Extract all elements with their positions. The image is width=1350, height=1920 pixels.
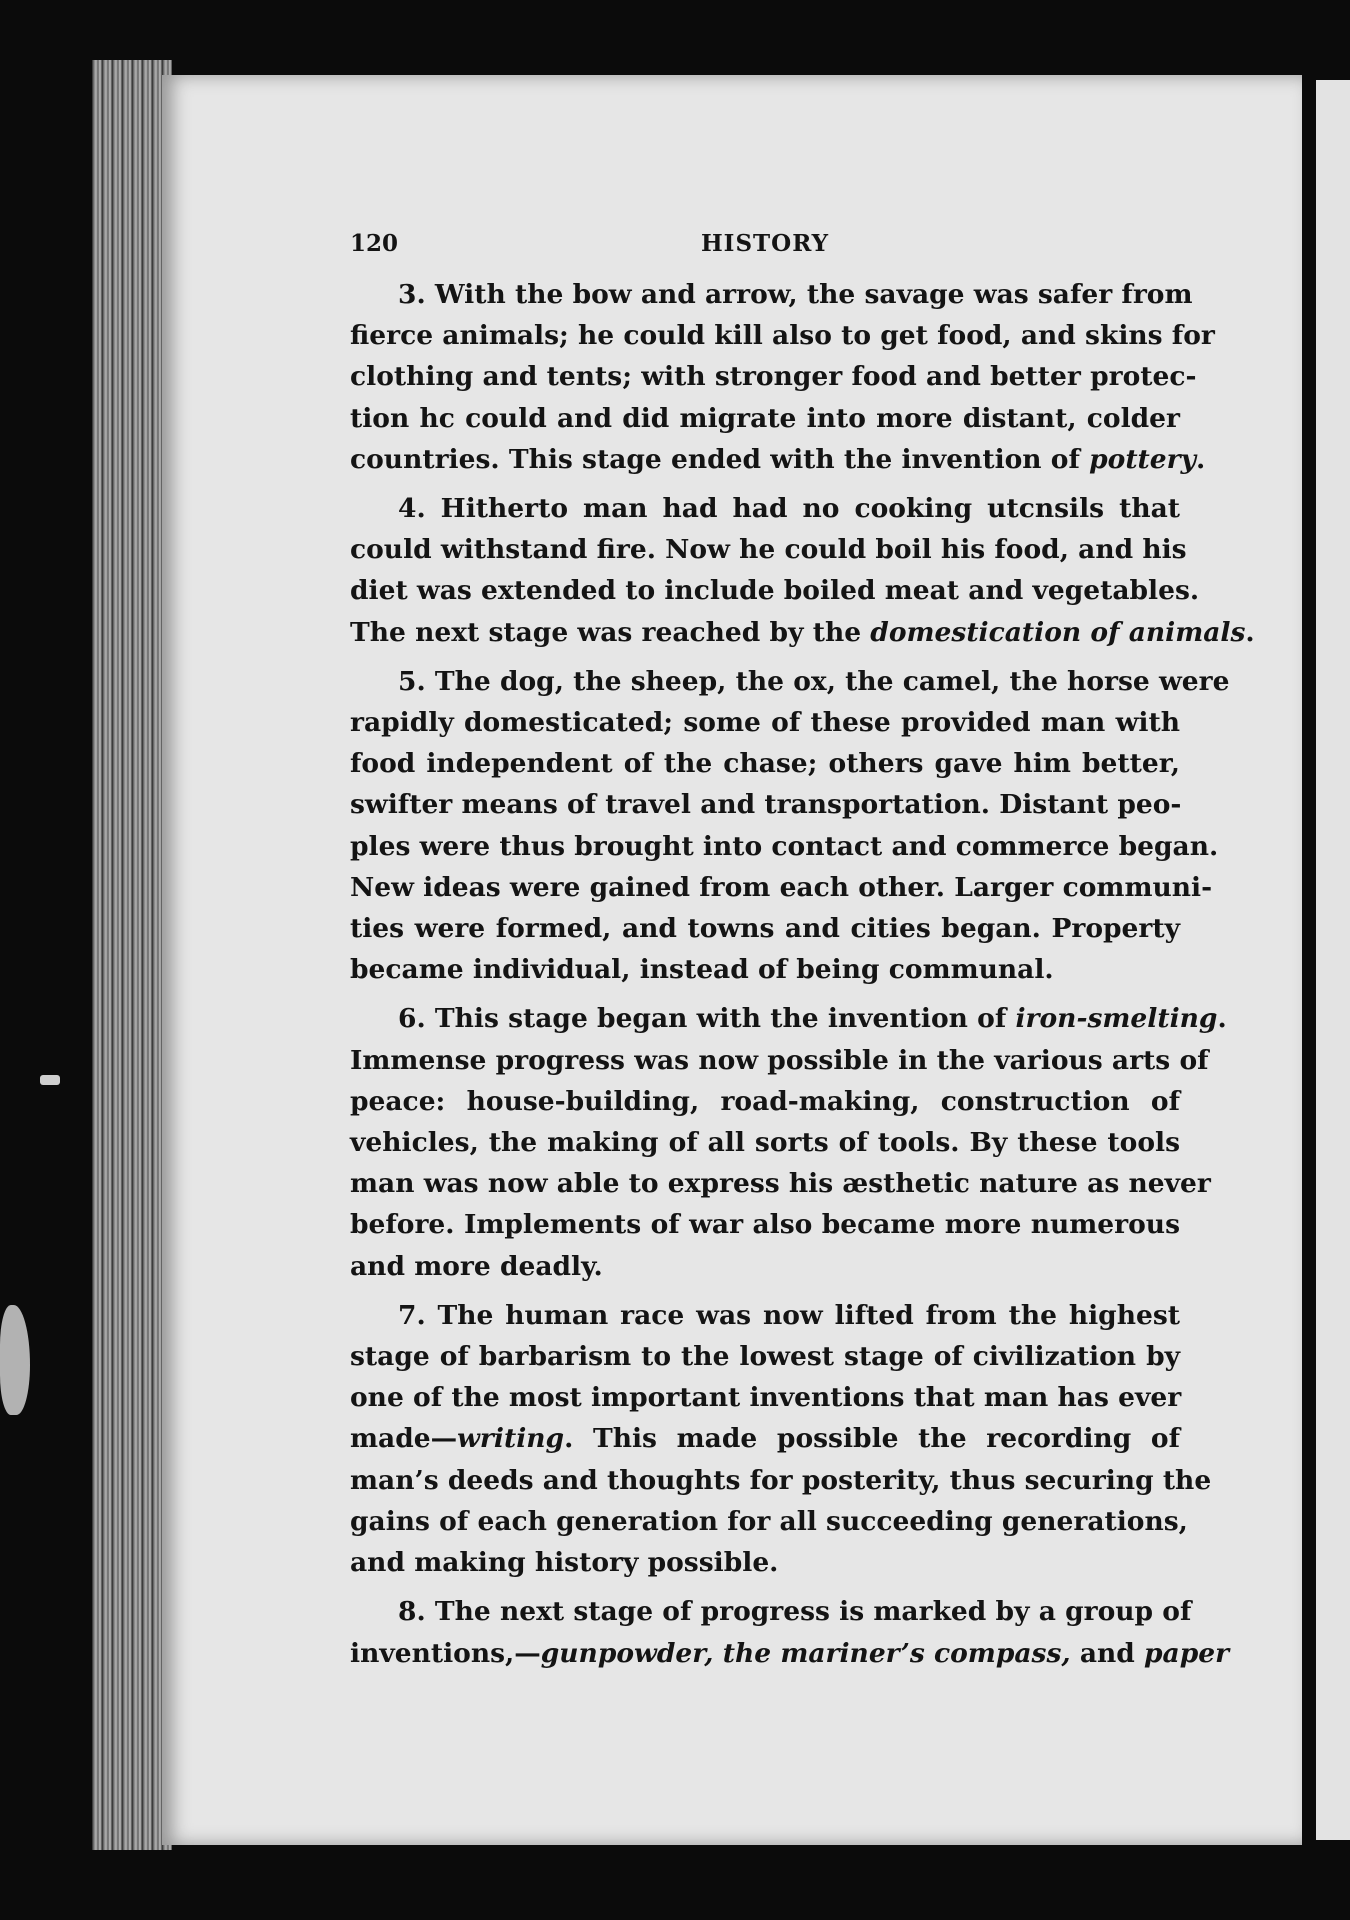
text-line: man’s deeds and thoughts for posterity, thus securing the: [350, 1464, 1212, 1496]
text-line: 8. The next stage of progress is marked by a group of: [398, 1596, 1192, 1628]
line-segment: inventions,—: [350, 1637, 541, 1669]
text-line: gains of each generation for all succeeding generations,: [350, 1505, 1188, 1537]
text-line: 5. The dog, the sheep, the ox, the camel, the horse were: [398, 665, 1230, 697]
line-segment: countries. This stage ended with the invention of: [350, 443, 1090, 475]
text-line: diet was extended to include boiled meat and vegetables.: [350, 575, 1200, 607]
book-page-edges: [92, 60, 172, 1850]
italic-term: iron-smelting: [1015, 1003, 1218, 1035]
line-segment: . This made possible the recording of: [564, 1423, 1180, 1455]
italic-term: domestication of animals: [870, 616, 1246, 648]
body-text: [350, 274, 1255, 1674]
italic-term: paper: [1144, 1637, 1230, 1669]
text-line: rapidly domesticated; some of these provided man with: [350, 707, 1180, 739]
paragraph: [350, 1591, 1230, 1673]
text-line: and making history possible.: [350, 1547, 779, 1579]
paragraph: [350, 488, 1255, 653]
page-text: [350, 222, 1255, 1682]
italic-term: writing: [457, 1423, 565, 1455]
running-head: [350, 222, 1180, 266]
text-line: stage of barbarism to the lowest stage of civilization by: [350, 1341, 1180, 1373]
text-line: vehicles, the making of all sorts of tools. By these tools: [350, 1127, 1180, 1159]
line-segment: 6. This stage began with the invention of: [398, 1003, 1016, 1035]
text-line: and more deadly.: [350, 1250, 603, 1282]
paragraph: [350, 274, 1215, 480]
line-segment: and: [1070, 1637, 1145, 1669]
paragraph: [350, 661, 1230, 991]
text-line: before. Implements of war also became more numerous: [350, 1209, 1180, 1241]
text-line: Immense progress was now possible in the various arts of: [350, 1044, 1209, 1076]
text-line: food independent of the chase; others gave him better,: [350, 748, 1180, 780]
text-line: tion hc could and did migrate into more distant, colder: [350, 402, 1180, 434]
text-line: peace: house-building, road-making, construction of: [350, 1085, 1180, 1117]
page-number: 120: [350, 230, 399, 258]
italic-term: pottery: [1089, 443, 1197, 475]
line-segment: .: [1245, 616, 1255, 648]
scan-artifact: [0, 1305, 30, 1415]
line-segment: made—: [350, 1423, 458, 1455]
text-line: ties were formed, and towns and cities began. Property: [350, 913, 1180, 945]
text-line: ples were thus brought into contact and commerce began.: [350, 830, 1219, 862]
text-line: man was now able to express his æsthetic nature as never: [350, 1168, 1211, 1200]
text-line: New ideas were gained from each other. Larger communi-: [350, 871, 1213, 903]
italic-term: gunpowder, the mariner’s compass,: [540, 1637, 1071, 1669]
line-segment: .: [1196, 443, 1206, 475]
facing-page-edge: [1316, 80, 1350, 1840]
text-line: one of the most important inventions that man has ever: [350, 1382, 1182, 1414]
text-line: 3. With the bow and arrow, the savage was safer from: [398, 279, 1193, 310]
paragraph: [350, 1295, 1212, 1583]
text-line: [350, 998, 1227, 1039]
text-line: fierce animals; he could kill also to get food, and skins for: [350, 320, 1215, 352]
text-line: swifter means of travel and transportation. Distant peo-: [350, 789, 1182, 821]
paragraph: [350, 998, 1227, 1286]
running-title: HISTORY: [700, 230, 830, 258]
text-line: [350, 439, 1206, 480]
line-segment: The next stage was reached by the: [350, 616, 871, 648]
line-segment: .: [1217, 1003, 1227, 1035]
text-line: 4. Hitherto man had had no cooking utcnsils that: [398, 493, 1180, 525]
scan-artifact: [40, 1075, 60, 1085]
text-line: could withstand fire. Now he could boil his food, and his: [350, 534, 1187, 566]
text-line: 7. The human race was now lifted from the highest: [398, 1299, 1180, 1331]
text-line: [350, 1418, 1180, 1459]
text-line: became individual, instead of being communal.: [350, 954, 1054, 986]
text-line: [350, 612, 1255, 653]
text-line: [350, 1633, 1230, 1674]
text-line: clothing and tents; with stronger food and better protec-: [350, 361, 1197, 393]
